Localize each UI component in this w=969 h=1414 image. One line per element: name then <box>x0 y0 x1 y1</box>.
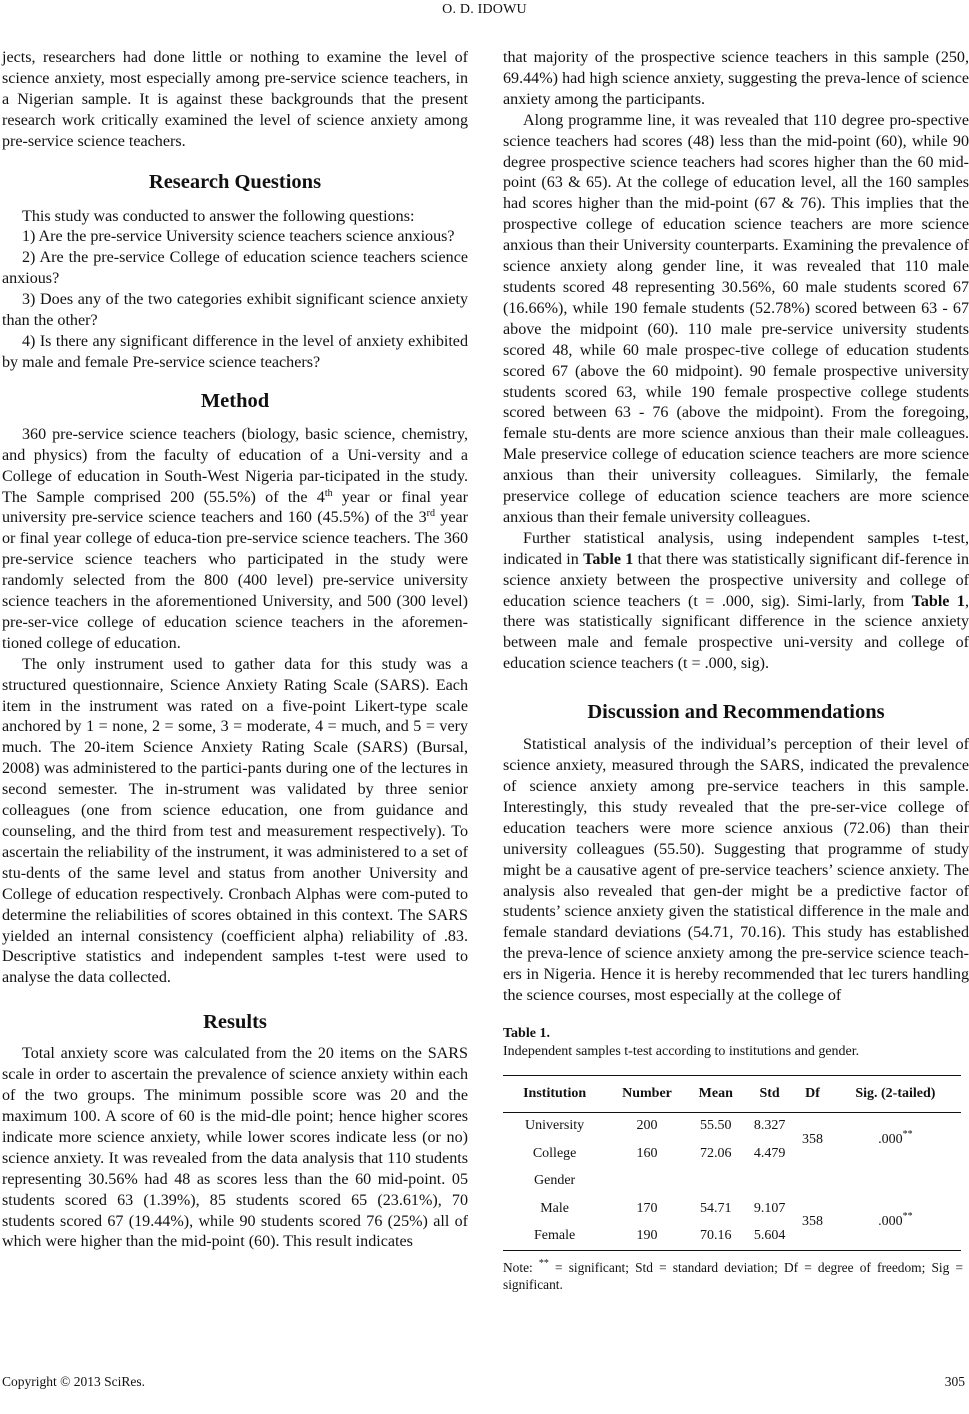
cell-institution: College <box>532 1145 577 1161</box>
cell-mean: 54.71 <box>700 1200 732 1216</box>
cell-sig <box>830 1195 961 1251</box>
significance-mark: ** <box>538 1258 549 1270</box>
cell-institution: University <box>525 1118 585 1134</box>
text-run: year or final year university pre-service science teachers and 160 (45.5%) of the 3 <box>2 488 468 527</box>
research-questions-lead: This study was conducted to answer the following questions: <box>22 207 415 225</box>
table-caption: Independent samples t-test according to institutions and gender. <box>503 1043 860 1059</box>
table-row <box>503 1195 961 1223</box>
right-column <box>503 48 969 1293</box>
method-paragraph-1 <box>2 425 468 655</box>
column-header: Number <box>606 1075 688 1112</box>
note-prefix: Note: <box>503 1260 539 1276</box>
table-row <box>503 1112 961 1140</box>
left-column <box>2 48 468 1253</box>
copyright-notice: Copyright © 2013 SciRes. <box>2 1374 146 1389</box>
cell-number: 200 <box>636 1118 658 1134</box>
column-header: Std <box>744 1075 796 1112</box>
text-run: , there was statistically significant difference in the science anxiety between male and female prospective uni-versity and college of education science teachers (t = .000, sig). <box>503 592 969 673</box>
cell-group-label: Gender <box>534 1173 576 1189</box>
table-title: Table 1. <box>503 1025 550 1041</box>
cell-empty <box>606 1168 688 1196</box>
research-question-item: 2) Are the pre-service College of education science teachers science anxious? <box>2 249 468 288</box>
cell-std: 8.327 <box>753 1118 786 1134</box>
intro-paragraph: jects, researchers had done little or nothing to examine the level of science anxiety, most especially among pre-service science teachers, in a Nigerian sample. It is against these backgrounds that the present research work critically examined the level of science anxiety among pre-service science teachers. <box>2 49 468 150</box>
research-question-item: 1) Are the pre-service University science teachers science anxious? <box>22 228 455 246</box>
table-reference-link[interactable]: Table 1 <box>911 592 965 610</box>
section-heading-discussion: Discussion and Recommendations <box>587 701 885 724</box>
research-question-item: 3) Does any of the two categories exhibit significant science anxiety than the other? <box>2 291 468 330</box>
method-paragraph-2: The only instrument used to gather data for this study was a structured questionnaire, Science Anxiety Rating Scale (SARS). Each item in the instrument was rated on a five-point Likert-type scale anchored by 1 = none, 2 = some, 3 = moderate, 4 = much, and 5 = very much. The 20-item Science Anxiety Rating Scale (SARS) (Bursal, 2008) was administered to the partici-pants during one of the lectures in second semester. The in-strument was validated by three senior colleagues (one from science education, one from guidance and counseling, and the third from test and measurement respectively). To ascertain the reliability of the instrument, it was administered to a set of stu-dents of the same level and status from another University and College of education respectively. Cronbach Alphas were com-puted to determine the reliabilities of scores obtained in this context. The SARS yielded an internal consistency (coefficient alpha) reliability of .83. Descriptive statistics and independent samples t-test were used to analyse the data collected. <box>2 655 468 987</box>
research-question-item: 4) Is there any significant difference in the level of anxiety exhibited by male and female Pre-service science teachers? <box>2 332 468 371</box>
cell-df: 358 <box>802 1131 824 1147</box>
cell-empty <box>688 1168 744 1196</box>
cell-std: 5.604 <box>744 1223 796 1251</box>
superscript: th <box>324 487 333 499</box>
stats-table <box>503 1075 961 1251</box>
results-paragraph-1: Total anxiety score was calculated from the 20 items on the SARS scale in order to ascertain the prevalence of science anxiety within each of the two groups. The minimum possible score was 20 and the maximum 100. A score of 60 is the mid-dle point; hence higher scores indicate more science anxiety, while lower scores indicate less (or no) science anxiety. It was revealed from the data analysis that 110 students representing 30.56% had 48 as scores less than the 60 mid-point. 05 students scored 63 (1.39%), 85 students scored 65 (23.61%), 70 students scored 67 (19.44%), while 90 students scored 76 (25%) all of which were higher than the mid-point (60). This result indicates <box>2 1045 468 1251</box>
significance-mark: ** <box>902 1211 913 1223</box>
results-paragraph-2: Along programme line, it was revealed that 110 degree pro-spective science teachers had scores (48) less than the mid-point (60), while 90 degree prospective science teachers had scores higher than the 60 mid-point (63 & 65). At the college of education level, all the 160 samples had scores higher than the mid-point (67 & 76). This implies that the prospective college of education science teachers are more science anxious than their University counterparts. Examining the prevalence of science anxiety along gender line, it was revealed that 110 male students scored 48 representing 30.56%, 60 male students scored 67 (16.66%), while 190 female students (52.78%) scored between 63 - 67 above the midpoint (60). 110 male pre-service university students scored 48, while 60 male prospec-tive college of education students scored 67 (above the 60 midpoint). 90 female prospective university students scored 63, while 190 female prospective college students scored between 63 - 76 (above the midpoint). From the foregoing, female stu-dents are more science anxious than their male colleagues. Male preservice college of education science teachers are more science anxious than their university colleagues. Similarly, the female preservice college of education science teachers are more science anxious than their female university colleagues. <box>503 111 969 526</box>
cell-std: 4.479 <box>753 1145 786 1161</box>
cell-empty <box>830 1168 961 1196</box>
superscript: rd <box>426 508 435 520</box>
cell-empty <box>795 1168 829 1196</box>
results-paragraph-1-continued: that majority of the prospective science teachers in this sample (250, 69.44%) had high science anxiety, suggesting the preva-lence of science anxiety among the participants. <box>503 49 969 108</box>
table-header-row <box>503 1075 961 1112</box>
table-group-row <box>503 1168 961 1196</box>
cell-number: 170 <box>636 1200 658 1216</box>
column-header: Sig. (2-tailed) <box>830 1075 961 1112</box>
section-heading-method: Method <box>200 389 270 412</box>
column-header: Mean <box>688 1075 744 1112</box>
cell-institution: Female <box>503 1223 606 1251</box>
sig-value: .000 <box>878 1131 903 1147</box>
section-heading-results: Results <box>203 1011 267 1034</box>
table-note <box>503 1259 963 1293</box>
column-header: Institution <box>503 1075 606 1112</box>
cell-mean: 55.50 <box>700 1118 732 1134</box>
text-run: that there was statistically significant dif-ference in science anxiety between the prospective university and college of education science teachers (t = .000, sig). Simi-larly, from <box>503 550 969 610</box>
cell-empty <box>744 1168 796 1196</box>
results-paragraph-3 <box>503 529 969 675</box>
table-reference-link[interactable]: Table 1 <box>583 550 634 568</box>
cell-number: 190 <box>606 1223 688 1251</box>
table-1 <box>503 1025 969 1293</box>
column-header: Df <box>795 1075 829 1112</box>
text-run: year or final year college of educa-tion pre-service science teachers. The 360 pre-service science teachers who participated in the study were randomly selected from the 800 (400 level) pre-service university science teachers in the aforementioned University, and 500 (300 level) pre-ser-vice college of education science teachers in the aforemen-tioned college of education. <box>2 509 469 652</box>
text-run: 360 pre-service science teachers (biology, basic science, chemistry, and physics) from the faculty of education of a Uni-versity and a College of education in South-West Nigeria par-ticipated in the study. The Sample comprised 200 (55.5%) of the 4 <box>2 425 468 506</box>
cell-mean: 72.06 <box>700 1145 732 1161</box>
section-heading-research-questions: Research Questions <box>148 170 322 193</box>
cell-mean: 70.16 <box>688 1223 744 1251</box>
cell-institution: Male <box>540 1200 569 1216</box>
note-text: = significant; Std = standard deviation; Df = degree of freedom; Sig = significant. <box>503 1260 963 1293</box>
cell-number: 160 <box>636 1145 658 1161</box>
significance-mark: ** <box>902 1128 913 1140</box>
cell-std: 9.107 <box>753 1200 786 1216</box>
page-number: 305 <box>944 1374 965 1389</box>
cell-df: 358 <box>795 1195 829 1251</box>
text-run: Further statistical analysis, using independent samples t-test, indicated in <box>503 529 969 568</box>
cell-sig <box>830 1112 961 1168</box>
running-head: O. D. IDOWU <box>442 2 527 17</box>
discussion-paragraph-1: Statistical analysis of the individual’s perception of their level of science anxiety, measured through the SARS, indicated the prevalence of science anxiety among pre-service teachers in this sample. Interestingly, this study revealed that the pre-ser-vice college of education teachers were more science anxious (72.06) than their university colleagues (55.50). Suggesting that programme of study might be a causative agent of pre-service teachers’ science anxiety. The analysis also revealed that gen-der might be a predictive factor of students’ science anxiety given the statistical difference in the male and female standard deviations (54.71, 70.16). This study has established the preva-lence of science anxiety among the pre-service science teach-ers in Nigeria. Hence it is hereby recommended that lec turers handling the science courses, most especially at the college of <box>503 736 969 1005</box>
sig-value: .000 <box>878 1214 903 1230</box>
